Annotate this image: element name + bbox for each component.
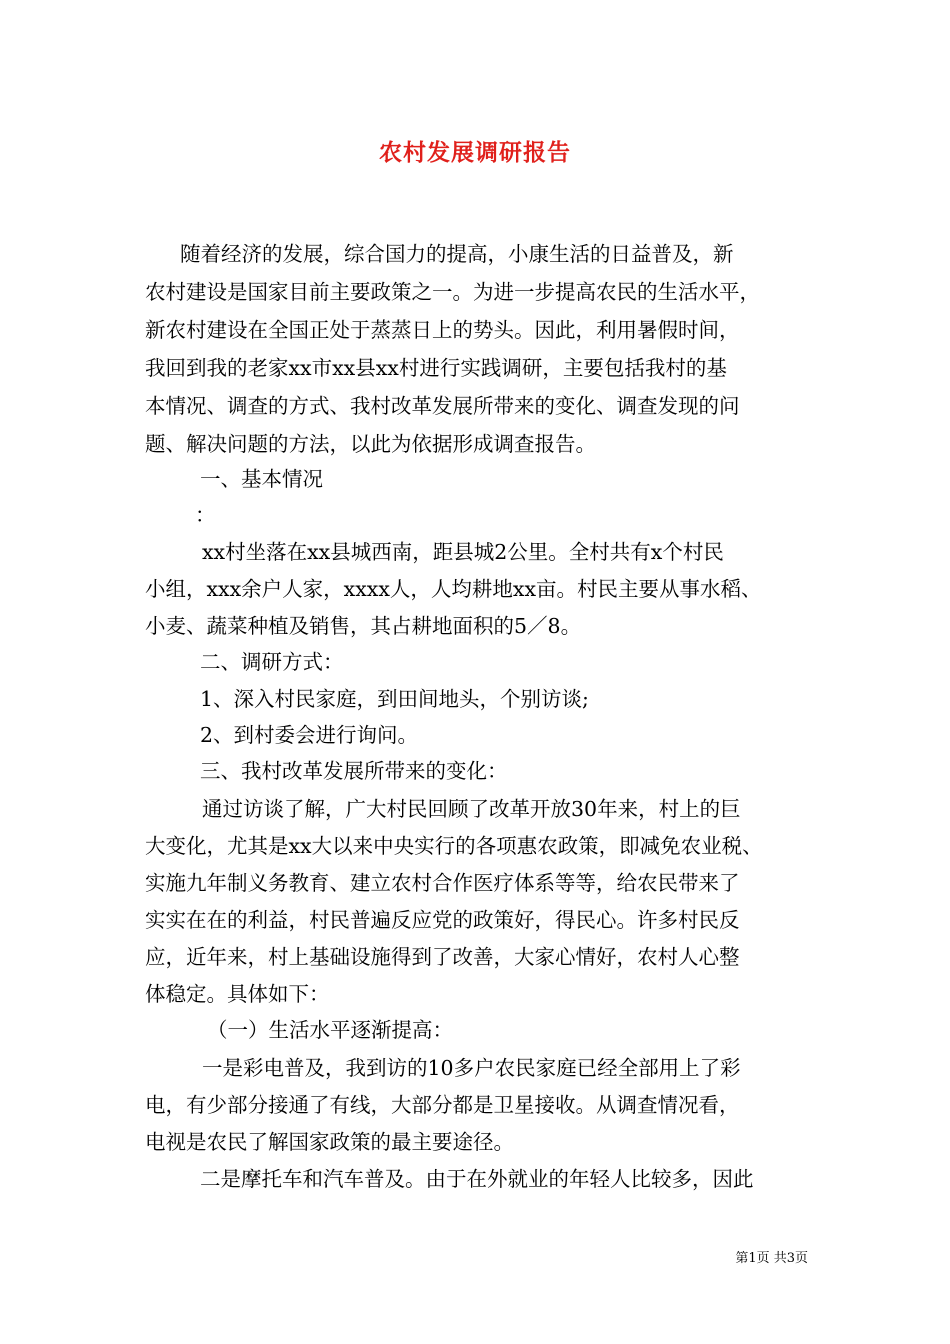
- list-item: 1、深入村民家庭，到田间地头，个别访谈;: [200, 687, 589, 711]
- subsection-heading: （一）生活水平逐渐提高：: [207, 1018, 453, 1042]
- body-line: 我回到我的老家xx市xx县xx村进行实践调研，主要包括我村的基: [145, 356, 727, 380]
- body-line: 农村建设是国家目前主要政策之一。为进一步提高农民的生活水平，: [145, 280, 760, 304]
- body-line: 大变化，尤其是xx大以来中央实行的各项惠农政策，即减免农业税、: [145, 834, 763, 858]
- body-line: xx村坐落在xx县城西南，距县城2公里。全村共有x个村民: [202, 540, 724, 564]
- body-line: 新农村建设在全国正处于蒸蒸日上的势头。因此，利用暑假时间，: [145, 318, 740, 342]
- body-line: ：: [195, 503, 216, 527]
- body-line: 一是彩电普及，我到访的10多户农民家庭已经全部用上了彩: [202, 1056, 741, 1080]
- document-title: 农村发展调研报告: [379, 139, 571, 166]
- body-line: 电视是农民了解国家政策的最主要途径。: [145, 1130, 514, 1154]
- body-line: 小组，xxx余户人家，xxxx人，人均耕地xx亩。村民主要从事水稻、: [145, 577, 762, 601]
- body-line: 应，近年来，村上基础设施得到了改善，大家心情好，农村人心整: [145, 945, 740, 969]
- list-item: 2、到村委会进行询问。: [200, 723, 419, 747]
- body-line: 实实在在的利益，村民普遍反应党的政策好，得民心。许多村民反: [145, 908, 740, 932]
- page-number: 第1页 共3页: [735, 1251, 808, 1266]
- body-line: 二是摩托车和汽车普及。由于在外就业的年轻人比较多，因此: [200, 1167, 754, 1191]
- section-heading: 三、我村改革发展所带来的变化：: [200, 759, 508, 783]
- body-line: 通过访谈了解，广大村民回顾了改革开放30年来，村上的巨: [202, 797, 741, 821]
- body-line: 题、解决问题的方法，以此为依据形成调查报告。: [145, 432, 596, 456]
- section-heading: 一、基本情况: [200, 467, 323, 491]
- body-line: 小麦、蔬菜种植及销售，其占耕地面积的5／8。: [145, 614, 582, 638]
- body-line: 电，有少部分接通了有线，大部分都是卫星接收。从调查情况看，: [145, 1093, 740, 1117]
- body-line: 本情况、调查的方式、我村改革发展所带来的变化、调查发现的问: [145, 394, 740, 418]
- body-line: 随着经济的发展，综合国力的提高，小康生活的日益普及，新: [180, 242, 734, 266]
- section-heading: 二、调研方式：: [200, 650, 344, 674]
- body-line: 实施九年制义务教育、建立农村合作医疗体系等等，给农民带来了: [145, 871, 740, 895]
- body-line: 体稳定。具体如下：: [145, 982, 330, 1006]
